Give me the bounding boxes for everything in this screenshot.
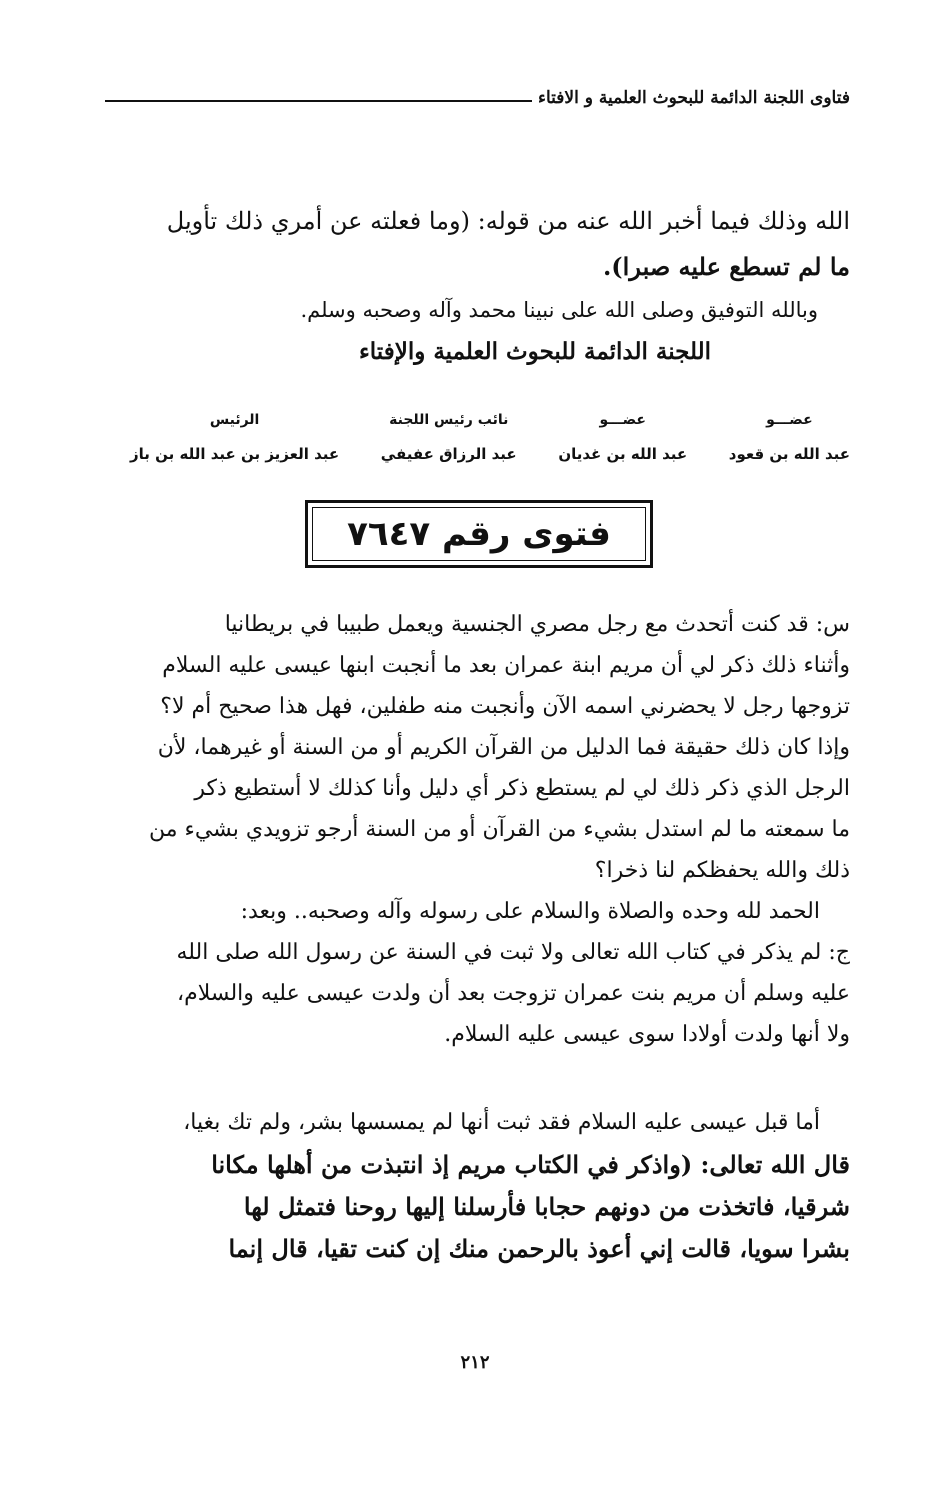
answer-line: ج: لم يذكر في كتاب الله تعالى ولا ثبت في السنة عن رسول الله صلى الله	[176, 940, 850, 965]
running-header	[105, 88, 850, 108]
signature-role: الرئيس	[209, 412, 260, 428]
signature-chair	[130, 408, 339, 468]
committee-name: اللجنة الدائمة للبحوث العلمية والإفتاء	[358, 338, 712, 365]
question-line: ما سمعته ما لم استدل بشيء من القرآن أو من السنة أرجو تزويدي بشيء من	[148, 817, 850, 842]
answer-line: بشرا سويا، قالت إني أعوذ بالرحمن منك إن كنت تقيا، قال إنما	[228, 1234, 850, 1263]
fatwa-title-box	[305, 500, 653, 568]
page-number: ٢١٢	[460, 1352, 490, 1373]
question-line: الرجل الذي ذكر ذلك لي لم يستطع ذكر أي دليل وأنا كذلك لا أستطيع ذكر	[194, 776, 850, 801]
answer-line: ولا أنها ولدت أولادا سوى عيسى عليه السلام.	[444, 1022, 850, 1047]
signature-name: عبد الله بن قعود	[728, 445, 850, 463]
answer-line: قال الله تعالى: (واذكر في الكتاب مريم إذ انتبذت من أهلها مكانا	[211, 1150, 850, 1179]
answer-line: عليه وسلم أن مريم بنت عمران تزوجت بعد أن ولدت عيسى عليه والسلام،	[176, 981, 850, 1006]
question-line: وأثناء ذلك ذكر لي أن مريم ابنة عمران بعد ما أنجبت ابنها عيسى عليه السلام	[162, 653, 850, 678]
signatures-row	[130, 408, 850, 468]
signature-name: عبد الله بن غديان	[558, 445, 688, 463]
signature-name: عبد العزيز بن عبد الله بن باز	[130, 445, 340, 463]
answer-line: أما قبل عيسى عليه السلام فقد ثبت أنها لم يمسسها بشر، ولم تك بغيا،	[183, 1110, 820, 1135]
question-line: تزوجها رجل لا يحضرني اسمه الآن وأنجبت منه طفلين، فهل هذا صحيح أم لا؟	[160, 694, 850, 719]
signature-member-2	[558, 408, 687, 468]
answer-line: شرقيا، فاتخذت من دونهم حجابا فأرسلنا إليها روحنا فتمثل لها	[243, 1192, 850, 1221]
question-line: وإذا كان ذلك حقيقة فما الدليل من القرآن الكريم أو من السنة أو غيرهما، لأن	[157, 735, 850, 760]
intro-line: ما لم تسطع عليه صبرا).	[602, 252, 850, 281]
signature-role: عضـــو	[599, 412, 646, 428]
signature-role: نائب رئيس اللجنة	[389, 412, 509, 428]
answer-praise: الحمد لله وحده والصلاة والسلام على رسوله وآله وصحبه.. وبعد:	[240, 899, 820, 924]
intro-line: الله وذلك فيما أخبر الله عنه من قوله: (وما فعلته عن أمري ذلك تأويل	[166, 207, 850, 235]
signature-member-1	[729, 408, 850, 468]
question-line: ذلك والله يحفظكم لنا ذخرا؟	[594, 858, 850, 883]
answer-paragraph-2	[110, 1102, 850, 1270]
signature-role: عضـــو	[766, 412, 813, 428]
fatwa-title: فتوى رقم ٧٦٤٧	[347, 514, 611, 554]
intro-block	[110, 198, 850, 374]
question-line: س: قد كنت أتحدث مع رجل مصري الجنسية ويعمل طبيبا في بريطانيا	[224, 612, 850, 637]
question-block	[110, 604, 850, 1055]
running-header-title: فتاوى اللجنة الدائمة للبحوث العلمية و الافتاء	[538, 88, 850, 108]
signature-name: عبد الرزاق عفيفي	[380, 445, 517, 463]
closing-line: وبالله التوفيق وصلى الله على نبينا محمد وآله وصحبه وسلم.	[300, 298, 818, 322]
header-rule	[105, 100, 532, 102]
signature-vice-chair	[381, 408, 517, 468]
